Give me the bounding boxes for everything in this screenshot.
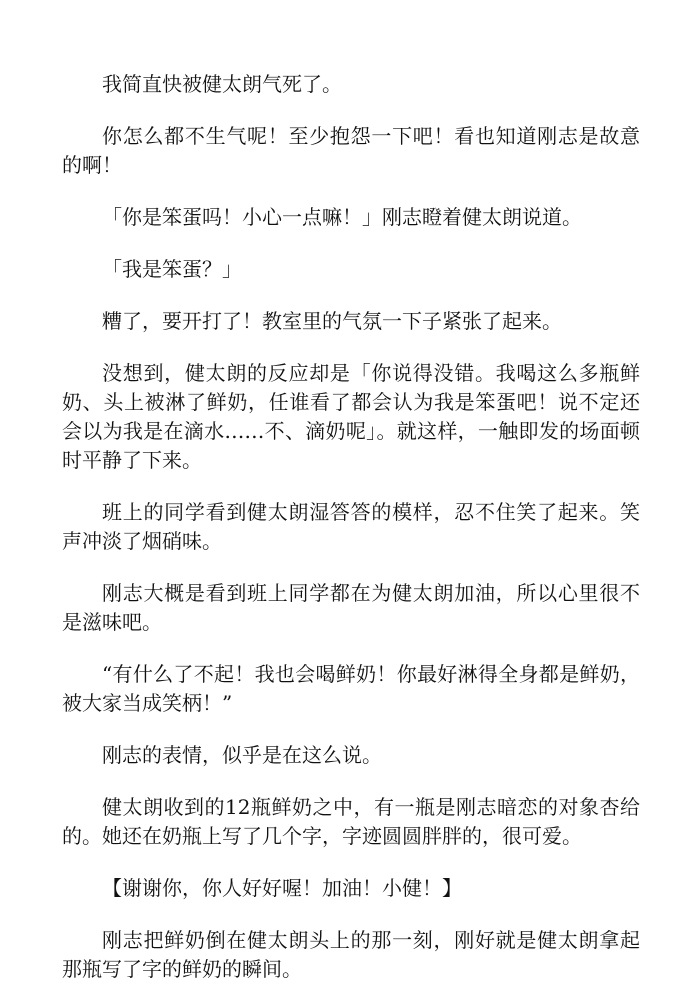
- paragraph-2: 你怎么都不生气呢！至少抱怨一下吧！看也知道刚志是故意的啊！: [62, 124, 640, 177]
- paragraph-1: 我简直快被健太朗气死了。: [102, 72, 342, 96]
- paragraph-3: 「你是笨蛋吗！小心一点嘛！」刚志瞪着健太朗说道。: [102, 205, 582, 229]
- paragraph-5: 糟了，要开打了！教室里的气氛一下子紧张了起来。: [102, 309, 562, 333]
- paragraph-9: “有什么了不起！我也会喝鲜奶！你最好淋得全身都是鲜奶，被大家当成笑柄！”: [62, 662, 640, 715]
- paragraph-10: 刚志的表情，似乎是在这么说。: [102, 743, 382, 767]
- document-page: [62, 70, 640, 1007]
- paragraph-7: 班上的同学看到健太朗湿答答的模样，忍不住笑了起来。笑声冲淡了烟硝味。: [62, 500, 640, 553]
- paragraph-6: 没想到，健太朗的反应却是「你说得没错。我喝这么多瓶鲜奶、头上被淋了鲜奶，任谁看了都会认为我是笨蛋吧！说不定还会以为我是在滴水……不、滴奶呢」。就这样，一触即发的场面顿时平静了下来。: [62, 361, 640, 472]
- paragraph-11: 健太朗收到的12瓶鲜奶之中，有一瓶是刚志暗恋的对象杏给的。她还在奶瓶上写了几个字，字迹圆圆胖胖的，很可爱。: [62, 795, 640, 848]
- paragraph-8: 刚志大概是看到班上同学都在为健太朗加油，所以心里很不是滋味吧。: [62, 581, 640, 634]
- paragraph-4: 「我是笨蛋？」: [102, 257, 242, 281]
- paragraph-13: 刚志把鲜奶倒在健太朗头上的那一刻，刚好就是健太朗拿起那瓶写了字的鲜奶的瞬间。: [62, 928, 640, 981]
- paragraph-12: 【谢谢你，你人好好喔！加油！小健！】: [102, 876, 462, 900]
